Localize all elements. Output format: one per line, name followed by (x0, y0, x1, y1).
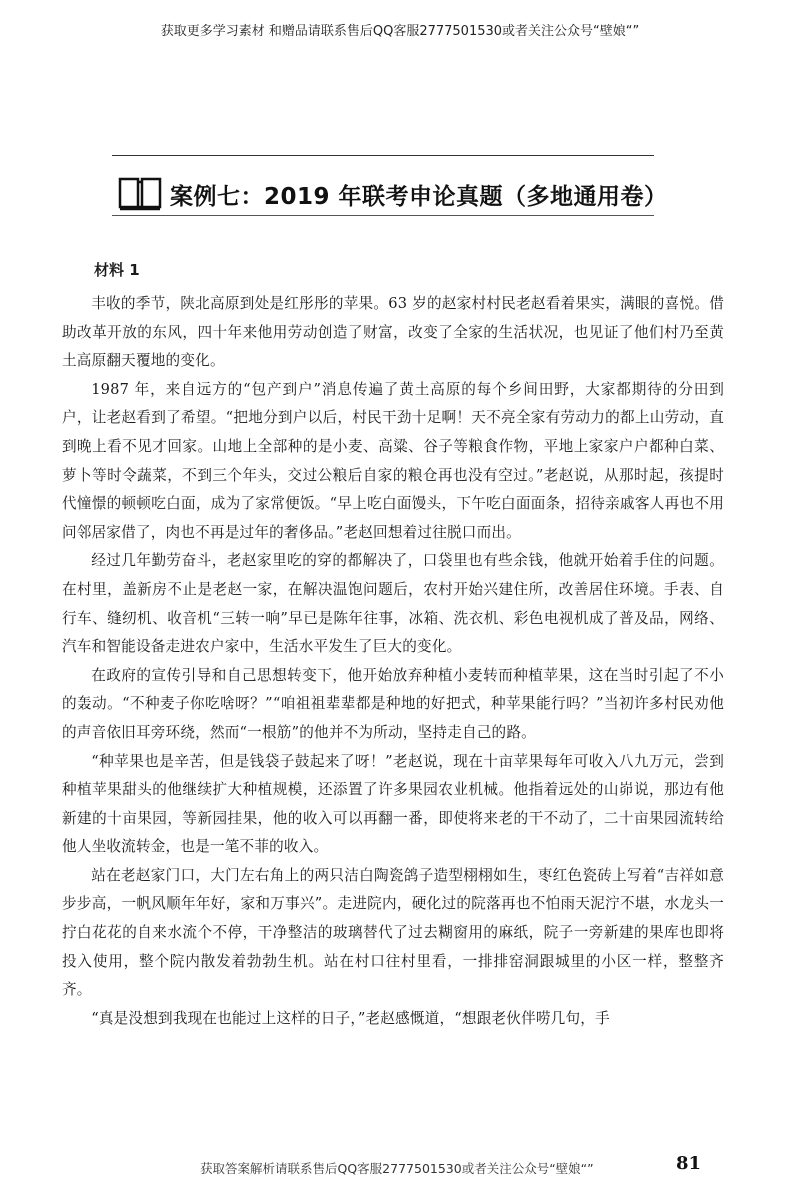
section-title-row (118, 170, 668, 218)
paragraph: “真是没想到我现在也能过上这样的日子，”老赵感慨道，“想跟老伙伴唠几句，手 (91, 1009, 610, 1027)
material-label: 材料 1 (94, 261, 140, 279)
book-icon (118, 176, 162, 212)
paragraph: 站在老赵家门口，大门左右角上的两只洁白陶瓷鸽子造型栩栩如生，枣红色瓷砖上写着“吉祥如意步步高，一帆风顺年年好，家和万事兴”。走进院内，硬化过的院落再也不怕雨天泥泞不堪，水龙头一拧白花花的自来水流个不停，干净整洁的玻璃替代了过去糊窗用的麻纸，院子一旁新建的果库也即将投入使用，整个院内散发着勃勃生机。站在村口往村里看，一排排窑洞跟城里的小区一样，整整齐齐。 (62, 866, 724, 999)
document-body (62, 256, 724, 1033)
paragraph: 1987 年，来自远方的“包产到户”消息传遍了黄土高原的每个乡间田野，大家都期待的分田到户，让老赵看到了希望。“把地分到户以后，村民干劲十足啊！天不亮全家有劳动力的都上山劳动，直到晚上看不见才回家。山地上全部种的是小麦、高粱、谷子等粮食作物，平地上家家户户都种白菜、萝卜等时令蔬菜，不到三个年头，交过公粮后自家的粮仓再也没有空过。”老赵说，从那时起，孩提时代憧憬的顿顿吃白面，成为了家常便饭。“早上吃白面馒头，下午吃白面面条，招待亲戚客人再也不用问邻居家借了，肉也不再是过年的奢侈品。”老赵回想着过往脱口而出。 (62, 380, 724, 541)
footer-text: 获取答案解析请联系售后QQ客服2777501530或者关注公众号“壁娘“” (200, 1161, 594, 1176)
paragraph: 在政府的宣传引导和自己思想转变下，他开始放弃种植小麦转而种植苹果，这在当时引起了不小的轰动。“不种麦子你吃啥呀？”“咱祖祖辈辈都是种地的好把式，种苹果能行吗？”当初许多村民劝他的声音依旧耳旁环绕，然而“一根筋”的他并不为所动，坚持走自己的路。 (62, 666, 724, 741)
page-title: 案例七：2019 年联考申论真题（多地通用卷） (170, 183, 668, 210)
title-bottom-rule (112, 215, 654, 216)
paragraph: “种苹果也是辛苦，但是钱袋子鼓起来了呀！”老赵说，现在十亩苹果每年可收入八九万元，尝到种植苹果甜头的他继续扩大种植规模，还添置了许多果园农业机械。他指着远处的山峁说，那边有他新建的十亩果园，等新园挂果，他的收入可以再翻一番，即使将来老的干不动了，二十亩果园流转给他人坐收流转金，也是一笔不菲的收入。 (62, 752, 724, 856)
paragraph: 丰收的季节，陕北高原到处是红彤彤的苹果。63 岁的赵家村村民老赵看着果实，满眼的喜悦。借助改革开放的东风，四十年来他用劳动创造了财富，改变了全家的生活状况，也见证了他们村乃至黄土高原翻天覆地的变化。 (62, 295, 724, 370)
paragraph: 经过几年勤劳奋斗，老赵家里吃的穿的都解决了，口袋里也有些余钱，他就开始着手住的问题。在村里，盖新房不止是老赵一家，在解决温饱问题后，农村开始兴建住所，改善居住环境。手表、自行车、缝纫机、收音机“三转一响”早已是陈年往事，冰箱、洗衣机、彩色电视机成了普及品，网络、汽车和智能设备走进农户家中，生活水平发生了巨大的变化。 (62, 552, 724, 656)
title-top-rule (112, 155, 654, 156)
page-number: 81 (676, 1153, 702, 1174)
page-header: 获取更多学习素材 和赠品请联系售后QQ客服2777501530或者关注公众号“壁娘“” (160, 24, 640, 39)
